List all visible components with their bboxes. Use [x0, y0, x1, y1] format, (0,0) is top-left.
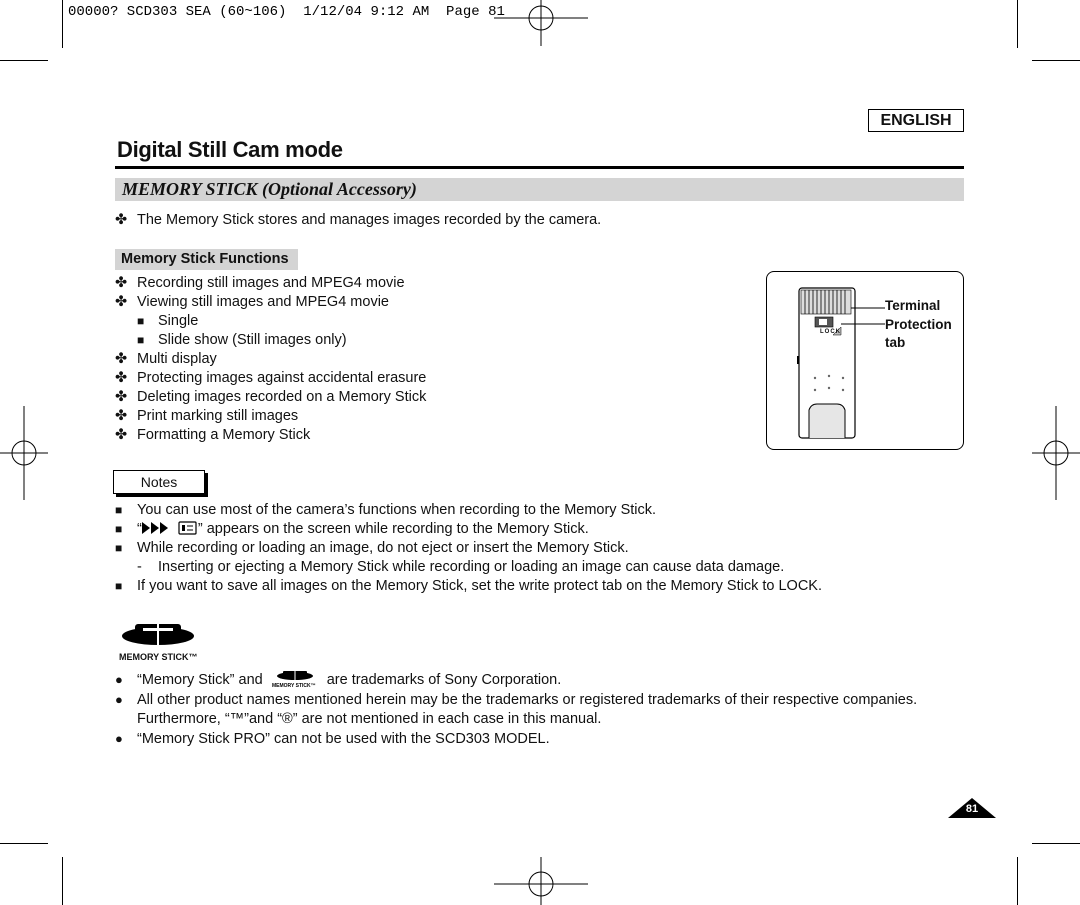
dot-bullet-icon: ● — [115, 672, 123, 687]
memory-stick-logo — [117, 622, 207, 666]
intro-text: The Memory Stick stores and manages images recorded by the camera. — [137, 212, 602, 228]
cross-bullet-icon: ✤ — [115, 408, 128, 424]
cross-bullet-icon: ✤ — [115, 389, 128, 405]
dot-bullet-icon: ● — [115, 692, 123, 707]
functions-list — [115, 274, 715, 445]
square-bullet-icon: ■ — [115, 522, 123, 536]
registration-mark-top — [494, 0, 588, 48]
tab-label: tab — [885, 335, 906, 350]
list-item: ■ If you want to save all images on the Memory Stick, set the write protect tab on the Memory Stick to LOCK. — [115, 578, 823, 594]
trademark-list — [115, 670, 995, 749]
list-item: ✤ Recording still images and MPEG4 movie — [115, 275, 405, 291]
print-header: 00000? SCD303 SEA (60~106) 1/12/04 9:12 AM Page 81 — [68, 4, 505, 20]
memory-stick-illustration — [766, 271, 964, 450]
list-item: ■ Single — [137, 313, 199, 329]
list-item: ■ “ ” appears on the screen while recording to the Memory Stick. — [115, 521, 589, 537]
title-rule — [115, 166, 964, 169]
square-bullet-icon: ■ — [115, 541, 123, 555]
lock-label: LOCK — [820, 329, 841, 335]
list-item: ■ Slide show (Still images only) — [137, 332, 347, 348]
page-number: 81 — [965, 803, 979, 815]
list-item: ● “Memory Stick” and MEMORY STICK™ are trademarks of Sony Corporation. — [115, 672, 562, 688]
list-item: ● All other product names mentioned herein may be the trademarks or registered trademarks of their respective companies. — [115, 692, 918, 708]
dot-bullet-icon: ● — [115, 731, 123, 746]
cross-bullet-icon: ✤ — [115, 294, 128, 310]
notes-list — [115, 501, 975, 596]
list-item: ✤ Viewing still images and MPEG4 movie — [115, 294, 389, 310]
list-item: ✤ Deleting images recorded on a Memory Stick — [115, 389, 427, 405]
terminal-label: Terminal — [885, 298, 941, 313]
functions-heading: Memory Stick Functions — [115, 249, 298, 270]
section-title: MEMORY STICK (Optional Accessory) — [122, 179, 417, 199]
registration-mark-right — [1030, 406, 1080, 500]
square-bullet-icon: ■ — [115, 579, 123, 593]
list-item: ✤ Multi display — [115, 351, 217, 367]
registration-mark-left — [0, 406, 50, 500]
cross-bullet-icon: ✤ — [115, 212, 128, 228]
protection-label: Protection — [885, 317, 952, 332]
intro-line — [115, 211, 601, 230]
list-item: ✤ Formatting a Memory Stick — [115, 427, 311, 443]
square-bullet-icon: ■ — [137, 333, 145, 347]
logo-text: MEMORY STICK™ — [119, 652, 198, 662]
cross-bullet-icon: ✤ — [115, 275, 128, 291]
page-number-badge — [948, 798, 996, 825]
cross-bullet-icon: ✤ — [115, 427, 128, 443]
memory-stick-small-logo-icon — [270, 670, 320, 688]
language-badge: ENGLISH — [868, 109, 964, 132]
recording-arrows-icon — [142, 522, 176, 534]
notes-label: Notes — [113, 470, 205, 494]
memory-stick-indicator-icon — [178, 521, 198, 535]
leader-lines — [841, 300, 887, 328]
square-bullet-icon: ■ — [115, 503, 123, 517]
svg-text:MEMORY STICK™: MEMORY STICK™ — [271, 683, 316, 688]
memory-stick-logo-icon — [121, 622, 195, 650]
list-item: ■ While recording or loading an image, do not eject or insert the Memory Stick. — [115, 540, 629, 556]
dash-bullet: - — [137, 559, 142, 575]
cross-bullet-icon: ✤ — [115, 370, 128, 386]
cross-bullet-icon: ✤ — [115, 351, 128, 367]
registration-mark-bottom — [494, 857, 588, 905]
list-item: - Inserting or ejecting a Memory Stick while recording or loading an image can cause data damage. — [137, 559, 785, 575]
page-title: Digital Still Cam mode — [117, 137, 343, 162]
square-bullet-icon: ■ — [137, 314, 145, 328]
list-item: ■ You can use most of the camera’s functions when recording to the Memory Stick. — [115, 502, 657, 518]
list-item: ✤ Protecting images against accidental erasure — [115, 370, 427, 386]
list-item: ✤ Print marking still images — [115, 408, 299, 424]
list-item-continuation: Furthermore, “™”and “®” are not mentioned in each case in this manual. — [137, 711, 602, 727]
list-item: ● “Memory Stick PRO” can not be used with the SCD303 MODEL. — [115, 731, 550, 747]
